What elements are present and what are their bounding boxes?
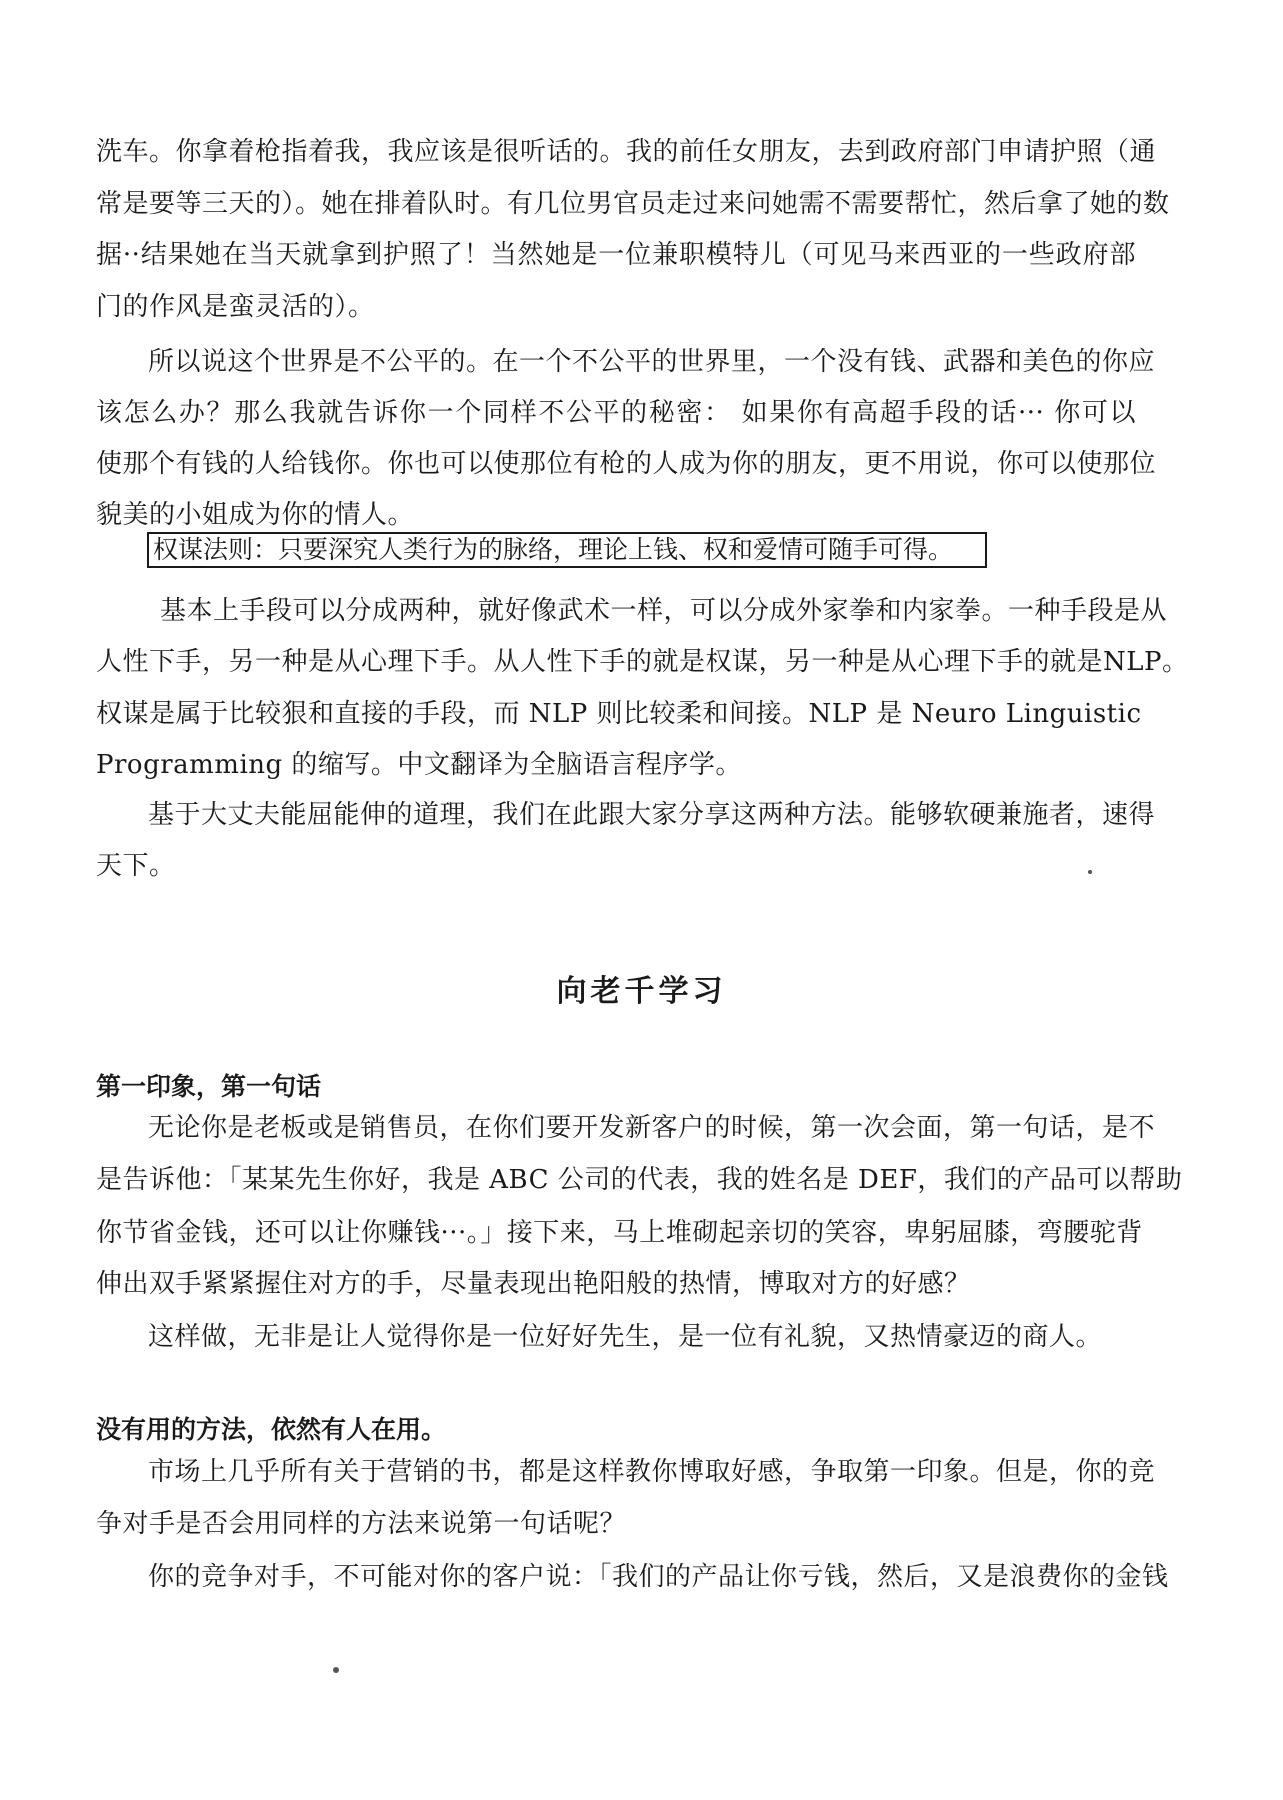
body-text-line: 权谋是属于比较狠和直接的手段，而 NLP 则比较柔和间接。NLP 是 Neuro Linguistic: [96, 699, 1142, 729]
body-text-line: 据··结果她在当天就拿到护照了！当然她是一位兼职模特儿（可见马来西亚的一些政府部: [96, 240, 1136, 270]
body-text-line: 基于大丈夫能屈能伸的道理，我们在此跟大家分享这两种方法。能够软硬兼施者，速得: [148, 800, 1156, 830]
scan-speck: [1088, 870, 1092, 874]
body-text-line: 所以说这个世界是不公平的。在一个不公平的世界里，一个没有钱、武器和美色的你应: [148, 347, 1156, 377]
body-text-line: 这样做，无非是让人觉得你是一位好好先生，是一位有礼貌，又热情豪迈的商人。: [148, 1322, 1103, 1352]
body-text-line: 基本上手段可以分成两种，就好像武术一样，可以分成外家拳和内家拳。一种手段是从: [160, 596, 1168, 626]
section-title: 向老千学习: [556, 974, 727, 1009]
body-text-line: 常是要等三天的）。她在排着队时。有几位男官员走过来问她需不需要帮忙，然后拿了她的数: [96, 189, 1170, 219]
body-text-line: 伸出双手紧紧握住对方的手，尽量表现出艳阳般的热情，博取对方的好感？: [96, 1269, 971, 1299]
body-text-line: 争对手是否会用同样的方法来说第一句话呢？: [96, 1509, 627, 1539]
body-text-line: 你的竞争对手，不可能对你的客户说：「我们的产品让你亏钱，然后，又是浪费你的金钱: [148, 1562, 1169, 1592]
subsection-heading: 没有用的方法，依然有人在用。: [96, 1415, 447, 1444]
body-text-line: 使那个有钱的人给钱你。你也可以使那位有枪的人成为你的朋友，更不用说，你可以使那位: [96, 449, 1157, 479]
body-text-line: Programming 的缩写。中文翻译为全脑语言程序学。: [96, 750, 742, 780]
highlighted-rule-box: [147, 532, 987, 568]
body-text-line: 人性下手，另一种是从心理下手。从人性下手的就是权谋，另一种是从心理下手的就是NLP。: [96, 647, 1189, 677]
body-text-line: 是告诉他：「某某先生你好，我是 ABC 公司的代表，我的姓名是 DEF，我们的产品可以帮助: [96, 1165, 1183, 1195]
body-text-line: 无论你是老板或是销售员，在你们要开发新客户的时候，第一次会面，第一句话，是不: [148, 1113, 1156, 1143]
subsection-heading: 第一印象，第一句话: [96, 1072, 322, 1101]
scan-speck: [333, 1667, 339, 1673]
body-text-line: 市场上几乎所有关于营销的书，都是这样教你博取好感，争取第一印象。但是，你的竞: [148, 1457, 1156, 1487]
body-text-line: 你节省金钱，还可以让你赚钱···。」接下来，马上堆砌起亲切的笑容，卑躬屈膝，弯腰驼背: [96, 1218, 1143, 1248]
body-text-line: 门的作风是蛮灵活的）。: [96, 292, 375, 322]
rule-text: 权谋法则：只要深究人类行为的脉络，理论上钱、权和爱情可随手可得。: [153, 535, 954, 564]
body-text-line: 貌美的小姐成为你的情人。: [96, 500, 415, 530]
body-text-line: 洗车。你拿着枪指着我，我应该是很听话的。我的前任女朋友，去到政府部门申请护照（通: [96, 137, 1157, 167]
body-text-line: 该怎么办？那么我就告诉你一个同样不公平的秘密： 如果你有高超手段的话··· 你可以: [96, 398, 1136, 428]
body-text-line: 天下。: [96, 851, 176, 881]
